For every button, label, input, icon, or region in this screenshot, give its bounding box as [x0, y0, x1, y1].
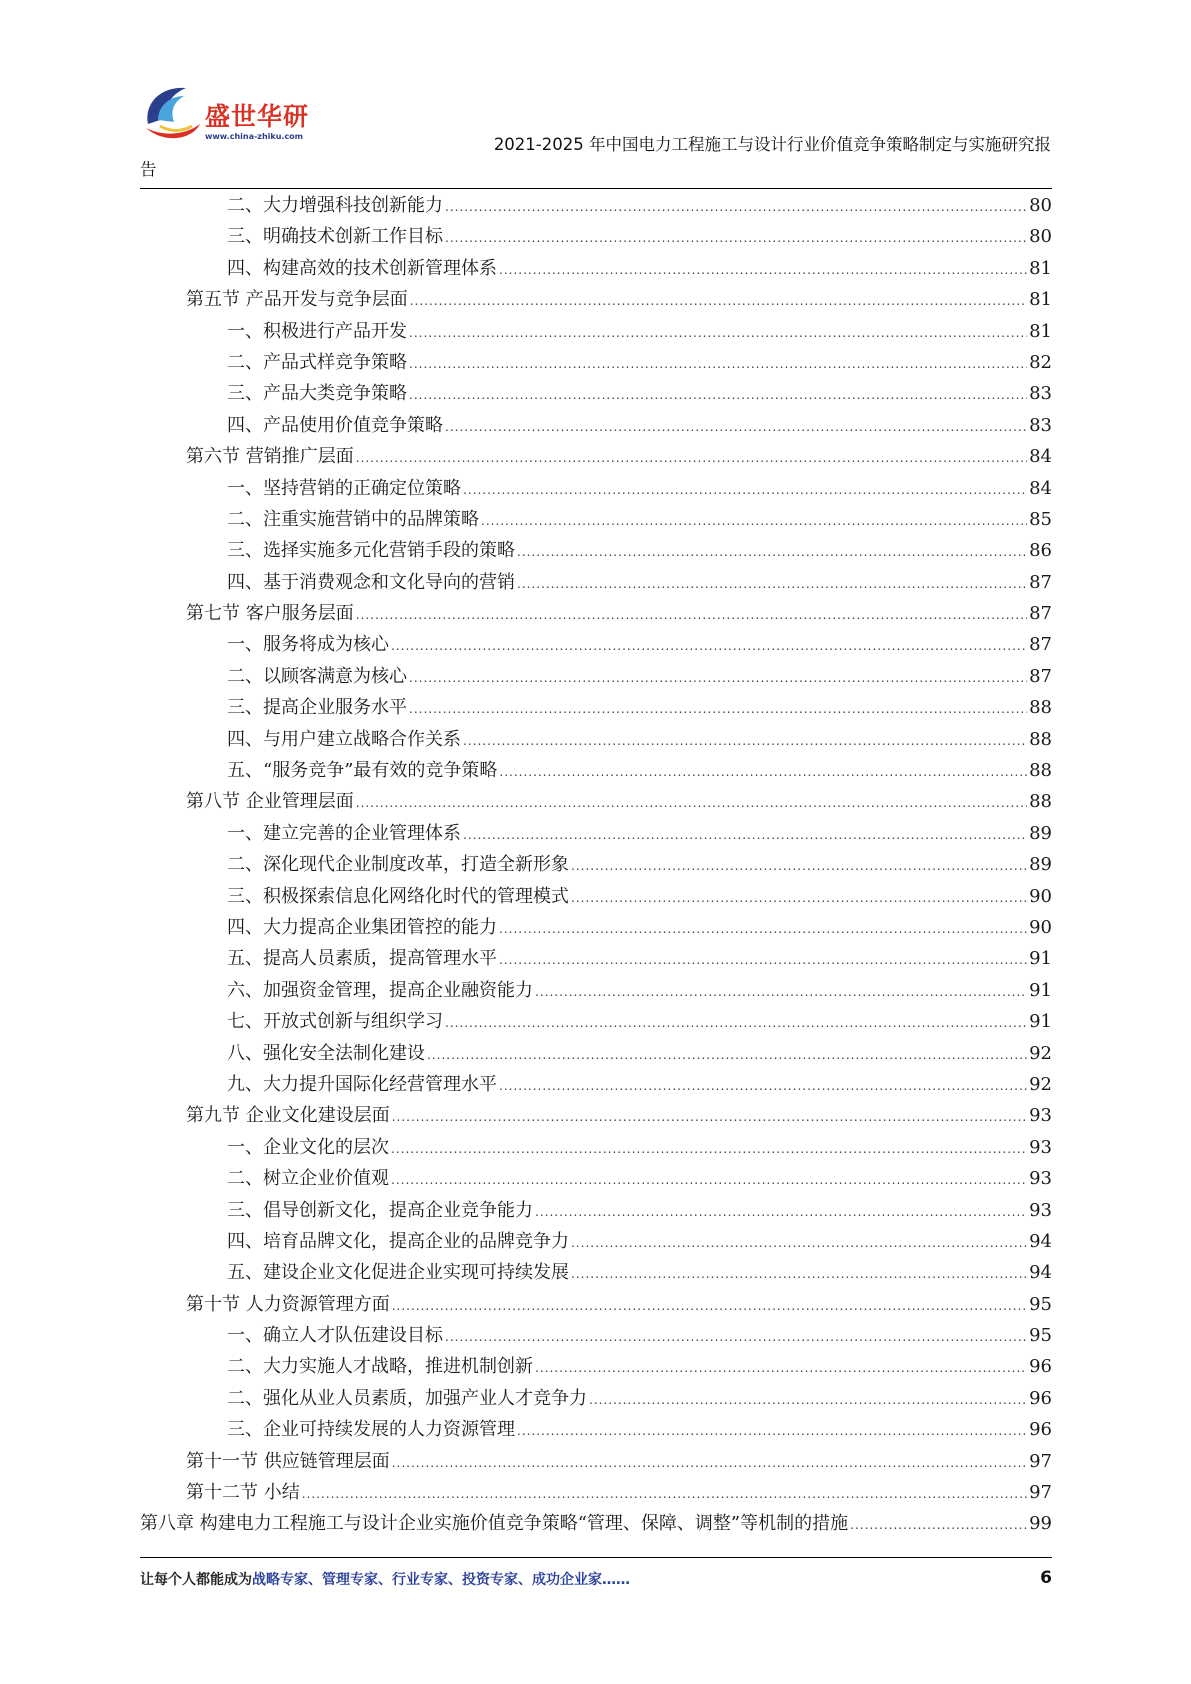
toc-dot-leader — [302, 1479, 1027, 1510]
toc-entry-title: 第六节 营销推广层面 — [186, 446, 354, 468]
toc-entry[interactable] — [140, 567, 1052, 598]
toc-dot-leader — [571, 883, 1027, 914]
toc-entry-title: 一、坚持营销的正确定位策略 — [227, 477, 461, 499]
footer-slogan-highlight: 战略专家、管理专家、行业专家、投资专家、成功企业家…… — [252, 1572, 630, 1588]
toc-dot-leader — [535, 1353, 1027, 1384]
toc-entry-page: 89 — [1029, 854, 1052, 876]
toc-dot-leader — [445, 192, 1027, 223]
toc-entry-page: 83 — [1029, 383, 1052, 405]
toc-entry[interactable] — [140, 1132, 1052, 1163]
toc-entry-title: 二、深化现代企业制度改革，打造全新形象 — [227, 854, 569, 876]
toc-entry[interactable] — [140, 1038, 1052, 1069]
toc-entry-page: 82 — [1029, 351, 1052, 373]
toc-entry[interactable] — [140, 881, 1052, 912]
toc-entry-page: 96 — [1029, 1419, 1052, 1441]
toc-entry-title: 第八章 构建电力工程施工与设计企业实施价值竞争策略“管理、保障、调整”等机制的措施 — [140, 1513, 849, 1535]
toc-entry-title: 六、加强资金管理，提高企业融资能力 — [227, 979, 533, 1001]
toc-entry-page: 96 — [1029, 1356, 1052, 1378]
toc-entry[interactable] — [140, 755, 1052, 786]
toc-dot-leader — [409, 663, 1027, 694]
toc-dot-leader — [445, 1008, 1027, 1039]
toc-dot-leader — [499, 757, 1027, 788]
toc-entry-title: 四、大力提高企业集团管控的能力 — [227, 916, 497, 938]
toc-dot-leader — [410, 286, 1027, 317]
toc-entry-title: 二、以顾客满意为核心 — [227, 665, 407, 687]
toc-entry-title: 二、大力实施人才战略，推进机制创新 — [227, 1356, 533, 1378]
toc-entry-page: 88 — [1029, 697, 1052, 719]
toc-dot-leader — [356, 788, 1027, 819]
toc-entry[interactable] — [140, 284, 1052, 315]
toc-dot-leader — [571, 1228, 1027, 1259]
toc-entry[interactable] — [140, 253, 1052, 284]
toc-entry-page: 91 — [1029, 948, 1052, 970]
toc-dot-leader — [445, 1322, 1027, 1353]
toc-entry-title: 三、企业可持续发展的人力资源管理 — [227, 1419, 515, 1441]
toc-dot-leader — [391, 1165, 1027, 1196]
toc-dot-leader — [499, 1071, 1027, 1102]
toc-entry-page: 87 — [1029, 665, 1052, 687]
toc-entry-title: 四、与用户建立战略合作关系 — [227, 728, 461, 750]
toc-entry[interactable] — [140, 1289, 1052, 1320]
toc-entry-title: 第八节 企业管理层面 — [186, 791, 354, 813]
toc-entry-page: 87 — [1029, 603, 1052, 625]
toc-dot-leader — [392, 1291, 1027, 1322]
toc-entry-title: 五、建设企业文化促进企业实现可持续发展 — [227, 1262, 569, 1284]
page-number: 6 — [1040, 1568, 1052, 1588]
toc-entry[interactable] — [140, 1477, 1052, 1508]
toc-dot-leader — [392, 1448, 1027, 1479]
toc-entry-title: 三、产品大类竞争策略 — [227, 383, 407, 405]
footer-slogan — [140, 1570, 630, 1590]
toc-entry[interactable] — [140, 1195, 1052, 1226]
toc-entry[interactable] — [140, 598, 1052, 629]
toc-entry-page: 91 — [1029, 1011, 1052, 1033]
toc-entry[interactable] — [140, 943, 1052, 974]
toc-entry[interactable] — [140, 378, 1052, 409]
toc-dot-leader — [427, 1040, 1027, 1071]
footer-slogan-prefix: 让每个人都能成为 — [140, 1572, 252, 1588]
toc-entry-title: 二、产品式样竞争策略 — [227, 351, 407, 373]
toc-entry-page: 92 — [1029, 1042, 1052, 1064]
toc-entry-page: 88 — [1029, 760, 1052, 782]
toc-entry-page: 96 — [1029, 1387, 1052, 1409]
toc-dot-leader — [517, 569, 1027, 600]
toc-entry[interactable] — [140, 504, 1052, 535]
toc-entry-title: 五、提高人员素质，提高管理水平 — [227, 948, 497, 970]
toc-entry[interactable] — [140, 1006, 1052, 1037]
toc-entry[interactable] — [140, 190, 1052, 221]
toc-entry[interactable] — [140, 347, 1052, 378]
toc-entry-title: 三、积极探索信息化网络化时代的管理模式 — [227, 885, 569, 907]
toc-dot-leader — [409, 380, 1027, 411]
toc-entry[interactable] — [140, 818, 1052, 849]
toc-entry[interactable] — [140, 912, 1052, 943]
toc-entry-title: 一、积极进行产品开发 — [227, 320, 407, 342]
toc-entry-title: 七、开放式创新与组织学习 — [227, 1011, 443, 1033]
toc-entry-title: 一、企业文化的层次 — [227, 1136, 389, 1158]
toc-dot-leader — [356, 600, 1027, 631]
toc-entry-page: 80 — [1029, 226, 1052, 248]
toc-entry[interactable] — [140, 1446, 1052, 1477]
toc-entry[interactable] — [140, 692, 1052, 723]
toc-entry-title: 五、“服务竞争”最有效的竞争策略 — [227, 760, 498, 782]
toc-entry-title: 二、树立企业价值观 — [227, 1168, 389, 1190]
toc-entry-page: 90 — [1029, 885, 1052, 907]
document-title: 2021-2025 年中国电力工程施工与设计行业价值竞争策略制定与实施研究报 — [493, 135, 1051, 154]
toc-dot-leader — [445, 412, 1027, 443]
toc-entry-page: 97 — [1029, 1482, 1052, 1504]
toc-entry-title: 第九节 企业文化建设层面 — [186, 1105, 390, 1127]
toc-entry-title: 一、建立完善的企业管理体系 — [227, 822, 461, 844]
toc-dot-leader — [499, 255, 1027, 286]
toc-entry-page: 87 — [1029, 634, 1052, 656]
toc-entry-page: 90 — [1029, 916, 1052, 938]
toc-entry-page: 99 — [1029, 1513, 1052, 1535]
toc-entry-page: 83 — [1029, 414, 1052, 436]
toc-entry-title: 一、服务将成为核心 — [227, 634, 389, 656]
toc-entry-page: 93 — [1029, 1168, 1052, 1190]
toc-entry[interactable] — [140, 1069, 1052, 1100]
toc-entry[interactable] — [140, 849, 1052, 880]
footer-divider — [140, 1557, 1052, 1558]
toc-entry-page: 93 — [1029, 1199, 1052, 1221]
toc-dot-leader — [391, 631, 1027, 662]
toc-dot-leader — [392, 1102, 1027, 1133]
toc-entry-page: 88 — [1029, 728, 1052, 750]
toc-entry-page: 91 — [1029, 979, 1052, 1001]
toc-entry-page: 84 — [1029, 446, 1052, 468]
toc-entry[interactable] — [140, 316, 1052, 347]
toc-entry[interactable] — [140, 410, 1052, 441]
toc-dot-leader — [463, 726, 1027, 757]
table-of-contents — [140, 190, 1052, 1540]
toc-dot-leader — [463, 475, 1027, 506]
toc-entry-title: 一、确立人才队伍建设目标 — [227, 1325, 443, 1347]
toc-entry-title: 三、提高企业服务水平 — [227, 697, 407, 719]
toc-entry[interactable] — [140, 1257, 1052, 1288]
toc-entry-page: 95 — [1029, 1325, 1052, 1347]
toc-entry-page: 86 — [1029, 540, 1052, 562]
toc-entry[interactable] — [140, 1508, 1052, 1539]
logo-text: 盛世华研 — [205, 102, 310, 131]
toc-dot-leader — [571, 1259, 1027, 1290]
toc-dot-leader — [481, 506, 1027, 537]
toc-entry[interactable] — [140, 1351, 1052, 1382]
toc-dot-leader — [571, 851, 1027, 882]
toc-dot-leader — [409, 694, 1027, 725]
toc-entry[interactable] — [140, 535, 1052, 566]
toc-dot-leader — [535, 1197, 1027, 1228]
toc-entry-title: 第十节 人力资源管理方面 — [186, 1293, 390, 1315]
document-title-continued: 告 — [140, 160, 157, 179]
toc-entry-page: 95 — [1029, 1293, 1052, 1315]
toc-dot-leader — [517, 537, 1027, 568]
toc-entry-page: 94 — [1029, 1262, 1052, 1284]
toc-entry[interactable] — [140, 1163, 1052, 1194]
toc-entry[interactable] — [140, 786, 1052, 817]
toc-dot-leader — [409, 349, 1027, 380]
logo-url: www.china-zhiku.com — [205, 132, 304, 141]
toc-entry[interactable] — [140, 724, 1052, 755]
toc-entry-page: 88 — [1029, 791, 1052, 813]
toc-dot-leader — [499, 914, 1027, 945]
toc-entry[interactable] — [140, 661, 1052, 692]
toc-entry-page: 81 — [1029, 257, 1052, 279]
toc-entry-page: 93 — [1029, 1136, 1052, 1158]
toc-entry-title: 第五节 产品开发与竞争层面 — [186, 289, 408, 311]
toc-entry-title: 八、强化安全法制化建设 — [227, 1042, 425, 1064]
toc-entry[interactable] — [140, 1100, 1052, 1131]
toc-entry-title: 二、注重实施营销中的品牌策略 — [227, 508, 479, 530]
toc-dot-leader — [850, 1510, 1027, 1541]
toc-entry[interactable] — [140, 441, 1052, 472]
toc-dot-leader — [589, 1385, 1027, 1416]
toc-entry-title: 三、倡导创新文化，提高企业竞争能力 — [227, 1199, 533, 1221]
toc-entry-title: 四、产品使用价值竞争策略 — [227, 414, 443, 436]
toc-entry-page: 87 — [1029, 571, 1052, 593]
toc-entry-page: 94 — [1029, 1230, 1052, 1252]
toc-entry[interactable] — [140, 1383, 1052, 1414]
toc-entry-page: 93 — [1029, 1105, 1052, 1127]
toc-entry-title: 九、大力提升国际化经营管理水平 — [227, 1073, 497, 1095]
toc-dot-leader — [391, 1134, 1027, 1165]
toc-entry-title: 四、构建高效的技术创新管理体系 — [227, 257, 497, 279]
header-divider — [140, 188, 1052, 189]
toc-entry-page: 81 — [1029, 320, 1052, 342]
toc-entry-page: 85 — [1029, 508, 1052, 530]
toc-entry-title: 二、强化从业人员素质，加强产业人才竞争力 — [227, 1387, 587, 1409]
toc-entry[interactable] — [140, 1226, 1052, 1257]
toc-dot-leader — [499, 945, 1027, 976]
toc-entry-title: 三、明确技术创新工作目标 — [227, 226, 443, 248]
toc-entry-title: 第十二节 小结 — [186, 1482, 300, 1504]
toc-dot-leader — [535, 977, 1027, 1008]
toc-entry-title: 四、基于消费观念和文化导向的营销 — [227, 571, 515, 593]
toc-entry-page: 84 — [1029, 477, 1052, 499]
toc-dot-leader — [517, 1416, 1027, 1447]
toc-dot-leader — [356, 443, 1027, 474]
toc-entry-title: 三、选择实施多元化营销手段的策略 — [227, 540, 515, 562]
toc-dot-leader — [445, 223, 1027, 254]
toc-entry-page: 80 — [1029, 195, 1052, 216]
toc-entry-page: 92 — [1029, 1073, 1052, 1095]
toc-entry[interactable] — [140, 473, 1052, 504]
toc-dot-leader — [463, 820, 1027, 851]
toc-entry-title: 第十一节 供应链管理层面 — [186, 1450, 390, 1472]
toc-entry-page: 89 — [1029, 822, 1052, 844]
toc-entry-title: 二、大力增强科技创新能力 — [227, 195, 443, 216]
toc-entry[interactable] — [140, 629, 1052, 660]
toc-dot-leader — [409, 318, 1027, 349]
toc-entry-page: 81 — [1029, 289, 1052, 311]
toc-entry-page: 97 — [1029, 1450, 1052, 1472]
toc-entry[interactable] — [140, 221, 1052, 252]
toc-entry[interactable] — [140, 1414, 1052, 1445]
toc-entry[interactable] — [140, 975, 1052, 1006]
toc-entry-title: 第七节 客户服务层面 — [186, 603, 354, 625]
toc-entry[interactable] — [140, 1320, 1052, 1351]
toc-entry-title: 四、培育品牌文化，提高企业的品牌竞争力 — [227, 1230, 569, 1252]
